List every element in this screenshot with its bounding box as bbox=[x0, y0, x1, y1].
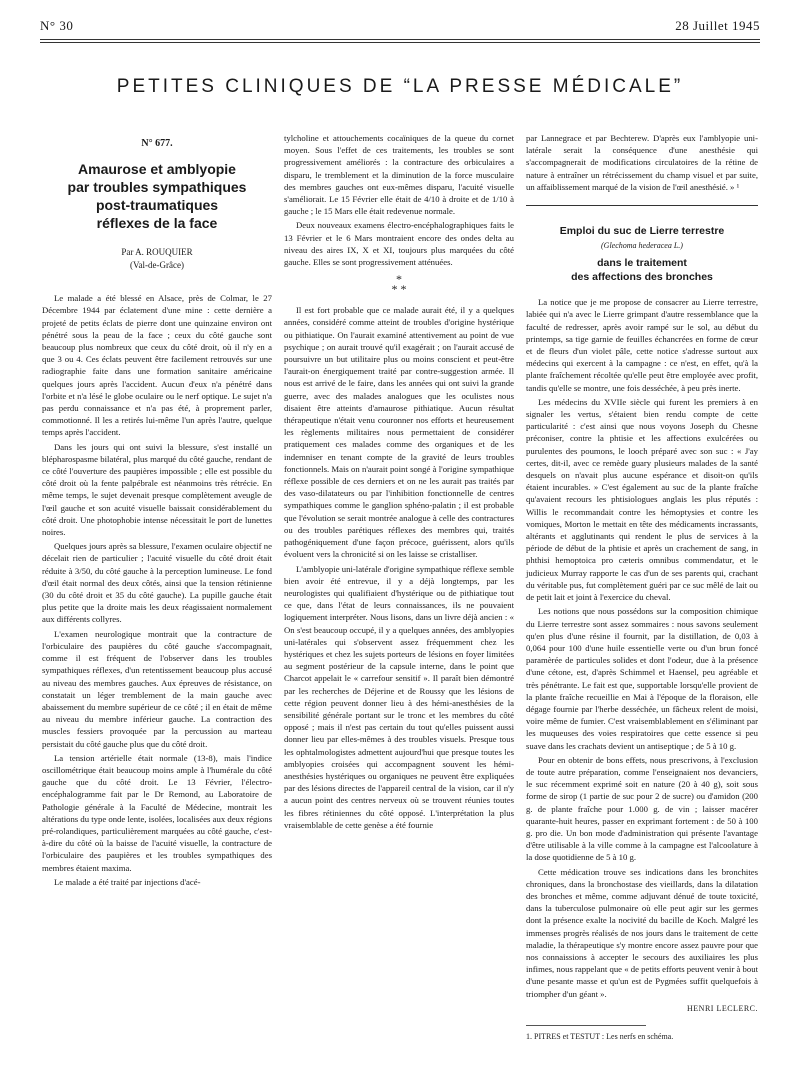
footnote-text: 1. PITRES et TESTUT : Les nerfs en schéma. bbox=[526, 1032, 674, 1041]
header-rule bbox=[40, 39, 760, 40]
article-title-line: par troubles sympathiques bbox=[67, 179, 247, 196]
paragraph: Les médecins du XVIIe siècle qui furent les premiers à en signaler les vertus, s'étaient bien rendu compte de cette particularité : c'est ainsi que nous voyons Joseph du Chesne préconiser, contre la phtisie et les affections exulcérées ou purulentes des poumons, le looch préparé avec son suc : « J'ay certes, dit-il, avec ce remède guary plusieurs malades de la santé desquels on n'avait plus aucune espérance et disoit-on qu'ils étaient incurables. » C'est également au suc de la plante fraîche qu'avaient recours les phtisiologues anglais les plus réputés : Willis le recommandait contre les hémoptysies et contre les vomiques, Morton le mettait en tête des médicaments incrassants, altérants et agglutinants qui rendent le plus de services à la période de début de la phtisie et après un crachement de sang, in phthisi hemoptoica pro cæteris omnibus commendatur, et le judicieux Murray rapporte le cas d'un de ses parents qui, crachant du véritable pus, fut complètement guéri par ce suc mêlé de lait ou de petit lait et joint à l'exercice du cheval. bbox=[526, 396, 758, 603]
paragraph: Le malade a été traité par injections d'acé- bbox=[54, 876, 201, 887]
issue-date: 28 Juillet 1945 bbox=[675, 18, 760, 33]
article-title-line: réflexes de la face bbox=[96, 215, 218, 232]
column-2 bbox=[284, 132, 514, 831]
column-3 bbox=[526, 132, 758, 1043]
paragraph: La tension artérielle était normale (13-8), mais l'indice oscillométrique était beaucoup moins ample à l'humérale du côté gauche que du côté droit. Le 13 Février, l'électro-encéphalogramme fait par le Dr Remond, au Laboratoire de Pathologie générale à la Faculté de Médecine, montrait les altérations du type onde lente, isolées, localisées aux deux régions pré-rolandiques, particulièrement marquées au côté gauche, c'est-à-dire du côté où la baisse de l'acuité visuelle, la contracture de l'orbiculaire des paupières et les troubles sympathiques des membres étaient maxima. bbox=[42, 752, 272, 873]
column-1 bbox=[42, 132, 272, 888]
masthead-title: PETITES CLINIQUES DE “LA PRESSE MÉDICALE” bbox=[116, 76, 684, 97]
article2-title-line: dans le traitement bbox=[597, 257, 687, 270]
article2-subtitle: (Glechoma hederacea L.) bbox=[601, 241, 683, 251]
article-title-line: Amaurose et amblyopie bbox=[78, 161, 236, 178]
author: Par A. ROUQUIER bbox=[121, 247, 193, 258]
running-header bbox=[40, 18, 760, 38]
paragraph: Deux nouveaux examens électro-encéphalographiques faits le 13 Février et le 6 Mars montraient encore des ondes delta au niveau des aires IX, X et XI, toujours plus marquées du côté gauche. Elles se sont progressivement atténuées. bbox=[284, 220, 514, 268]
paragraph: Pour en obtenir de bons effets, nous prescrivons, à l'exclusion de toute autre préparation, comme l'enseignaient nos devanciers, le suc récemment exprimé soit en nature (20 à 40 g), soit sous forme de sirop (1 partie de suc pour 2 de sucre) ou d'amidon (200 g. de plante fraîche pour 1.000 g. de vin ; laisser macérer quarante-huit heures, passer en exprimant fortement : de 50 à 100 g. pro die. Un bon mode d'administration qui présente l'avantage d'être utilisable à la ville comme à la campagne est l'alcoolature à la dose quotidienne de 5 à 10 g. bbox=[526, 754, 758, 863]
paragraph: La notice que je me propose de consacrer au Lierre terrestre, labiée qui n'a avec le Lierre grimpant d'autre ressemblance que la faculté de redresser, après avoir rampé sur le sol, au début du printemps, sa tige garnie de feuilles échancrées en forme de cœur et de fleurs d'un violet pâle, cette notice s'adresse surtout aux médecins qui exercent à la campagne : ce n'est, en effet, qu'à la plante fraîchement récoltée qu'elle peut être employée avec profit, tandis qu'elle se montre, une fois desséchée, à peu près inerte. bbox=[526, 297, 758, 393]
paragraph: Le malade a été blessé en Alsace, près de Colmar, le 27 Décembre 1944 par éclatement d'une mine : cette dernière a projeté de petits éclats de pierre dont une quinzaine environ ont pénétré sous la peau de la face ; ceux du côté gauche sont beaucoup plus nombreux que ceux du côté droit, où il n'y en a que 3 ou 4. Ces éclats peuvent être facilement retrouvés sur une radiographie faite dans une formation sanitaire américaine quelques jours après l'accident. Aucun d'eux n'a pénétré dans l'orbite et n'a lésé le globe oculaire ou le nerf optique. Le sujet n'a pas perdu connaissance et n'a pas été, à proprement parler, commotionné. Il les a retirés lui-même l'un après l'autre, quelque temps après l'accident. bbox=[42, 293, 272, 438]
header-rule-double bbox=[40, 42, 760, 43]
page-number: N° 30 bbox=[40, 18, 74, 33]
paragraph: Il est fort probable que ce malade aurait été, il y a quelques années, considéré comme atteint de troubles d'origine hystérique ou pithiatique. On l'aurait examiné attentivement au point de vue psychique ; on aurait trouvé qu'il exagérait ; on l'aurait accusé de poursuivre un but utilitaire plus ou moins conscient et peut-être l'aurait-on énergiquement traité par contre-suggestion armée. Il nous est arrivé de le faire, dans les années qui ont suivi la grande guerre, avec des malades analogues que les oculistes nous disaient être atteints d'amaurose pithiatique. Aucun résultat thérapeutique n'était venu couronner nos efforts et heureusement les règlements militaires nous permettaient de considérer pratiquement ces malades comme des organiques et de les indemniser en tenant compte de la gravité de leurs troubles fonctionnels. Mais on n'aurait point songé à l'origine sympathique réflexe possible de ces derniers et on ne les aurait pas traités par des vaso-dilatateurs ou par l'inhibition fonctionnelle de centres sympathiques comme le ganglion sphéno-palatin ; il est probable que l'évolution se serait montrée analogue à celle des contractures ou des troubles parétiques réflexes des membres qui, traités pathogéniquement d'une façon précoce, guérissent, alors qu'ils évoluent vers la chronicité si on les laisse se cristalliser. bbox=[284, 305, 514, 560]
article2-title-line: des affections des bronches bbox=[571, 271, 713, 284]
paragraph: tylcholine et attouchements cocaïniques de la queue du cornet moyen. Sous l'effet de ces traitements, les troubles se sont progressivement améliorés : la contracture des orbiculaires a disparu, le tremblement et la diminution de la force musculaire des membres gauches ont eux-mêmes disparu, l'acuité visuelle s'améliorait. Le 15 Février elle était de 4/10 à droite et de 1/10 à gauche ; le 15 Mars elle était redevenue normale. bbox=[284, 133, 514, 217]
paragraph: Quelques jours après sa blessure, l'examen oculaire objectif ne décelait rien de particulier ; l'acuité visuelle du côté droit était réduite à 3/50, du côté gauche à la perception lumineuse. Le fond d'œil était normal des deux côtés, ainsi que la tension rétinienne (30 du côté droit et 35 du côté gauche). La pupille gauche était plus petite que la droite mais les deux réagissaient normalement aux différents collyres. bbox=[42, 541, 272, 625]
paragraph: Dans les jours qui ont suivi la blessure, s'est installé un blépharospasme bilatéral, plus marqué du côté gauche, rendant de ce côté l'ouverture des paupières impossible ; elle est possible du côté droit où la fente palpébrale est néanmoins très rétrécie. En même temps, le sujet devenait presque complètement aveugle de l'œil gauche et son acuité visuelle baissait considérablement du côté droit. Une photophobie intense nécessitait le port de lunettes noires. bbox=[42, 441, 272, 538]
paragraph: L'examen neurologique montrait que la contracture de l'orbiculaire des paupières du côté gauche s'accompagnait, comme il est fréquent de l'observer dans les troubles sympathiques réflexes, d'un retentissement beaucoup plus accusé au niveau des membres gauches. Aux épreuves de résistance, on constatait un léger tremblement de la main gauche avec abaissement du membre supérieur de ce côté ; il en était de même au niveau du membre inférieur gauche. La contraction des muscles fessiers provoquée par la percussion au marteau persistait du côté gauche plus que du côté droit. bbox=[42, 628, 272, 749]
article-title bbox=[42, 160, 272, 232]
footnote bbox=[526, 1025, 674, 1043]
paragraph: Les notions que nous possédons sur la composition chimique du Lierre terrestre sont assez sommaires : nous savons seulement qu'en plus d'une résine il fournit, par la distillation, de 0,03 à 0,064 pour 100 d'une huile essentielle verte ou d'un brun foncé paramèrée de particules solides et dont l'odeur, due à la présence d'une cétone, est, d'après Schimmel et Haensel, peu agréable et très pénétrante. Le fait est que, supportable lorsqu'elle provient de la plante fraîche recueillie en Mai à l'époque de la floraison, elle dégage fournie par l'herbe desséchée, un fâcheux relent de moisi, voire même de fumier. C'est vraisemblablement en s'éliminant par les muqueuses des voies respiratoires que cette essence si peu suave dans les crachats devient un antiseptique ; de 5 à 10 g. bbox=[526, 606, 758, 751]
article-separator bbox=[526, 205, 758, 206]
section-break-stars: * * * bbox=[391, 272, 407, 297]
paragraph: Cette médication trouve ses indications dans les bronchites chroniques, dans la bronchostase des vieillards, dans la dilatation des bronches et même, comme adjuvant dénué de toute toxicité, dans la tuberculose pulmonaire où elle peut agir sur les germes dont la présence exalte la nocivité du bacille de Koch. Malgré les immenses progrès réalisés de nos jours dans le traitement de cette maladie, la thérapeutique s'y montre encore assez pauvre pour que nos connaissions à accepter le secours des auxiliaires les plus infimes, nous rappelant que « de petits efforts peuvent venir à bout d'une pesante masse et qu'un est de Pygmées suffit quelquefois à triompher d'un géant ». bbox=[526, 866, 758, 999]
paragraph: L'amblyopie uni-latérale d'origine sympathique réflexe semble bien avoir été entrevue, il y a déjà longtemps, par les neurologistes qui qualifiaient d'hystérique ou de pithiatique tout ce que, dans l'état de leurs connaissances, ils ne pouvaient logiquement interpréter. Nous lisons, dans un livre déjà ancien : « On s'est beaucoup occupé, il y a quelques années, des amblyopies uni-latérales qui s'observent assez fréquemment chez les hystériques et chez les sujets porteurs de lésions en foyer limitées au segment postérieur de la capsule interne, dans le point que Charcot appelait le « carrefour sensitif ». Il paraît bien démontré par les recherches de Déjerine et de Roussy que les lésions de cette région peuvent donner lieu à des hémi-anesthésies de la sensibilité générale portant sur le tronc et les membres du côté opposé ; mais il n'est pas certain du tout qu'elles puissent aussi donner lieu par elles-mêmes à des troubles visuels. Presque tous les ophtalmologistes admettent aujourd'hui que presque toutes les amblyopies croisées qui accompagnent souvent les hémi-anesthésies hystériques ou organiques ne peuvent être expliquées par des lésions directes de l'appareil central de la vision, car il n'y a aucun point des centres nerveux où se trouvent réunies toutes les fibres rétiniennes du côté opposé. L'interprétation la plus vraisemblable de cette genèse a été fournie bbox=[284, 563, 514, 830]
article2-title: Emploi du suc de Lierre terrestre bbox=[559, 225, 725, 238]
byline bbox=[42, 246, 272, 272]
affiliation: (Val-de-Grâce) bbox=[130, 260, 184, 271]
article-title-line: post-traumatiques bbox=[95, 197, 219, 214]
article-number: N° 677. bbox=[141, 138, 173, 149]
paragraph: par Lannegrace et par Bechterew. D'après eux l'amblyopie uni-latérale serait la conséquence d'une anesthésie qui s'accompagnerait de modifications circulatoires de la rétine de nature à entraîner un rétrécissement du champ visuel et par suite, un affaiblissement marqué de la vision de l'œil anesthésié. » ¹ bbox=[526, 133, 758, 192]
signature: HENRI LECLERC. bbox=[687, 1003, 758, 1013]
